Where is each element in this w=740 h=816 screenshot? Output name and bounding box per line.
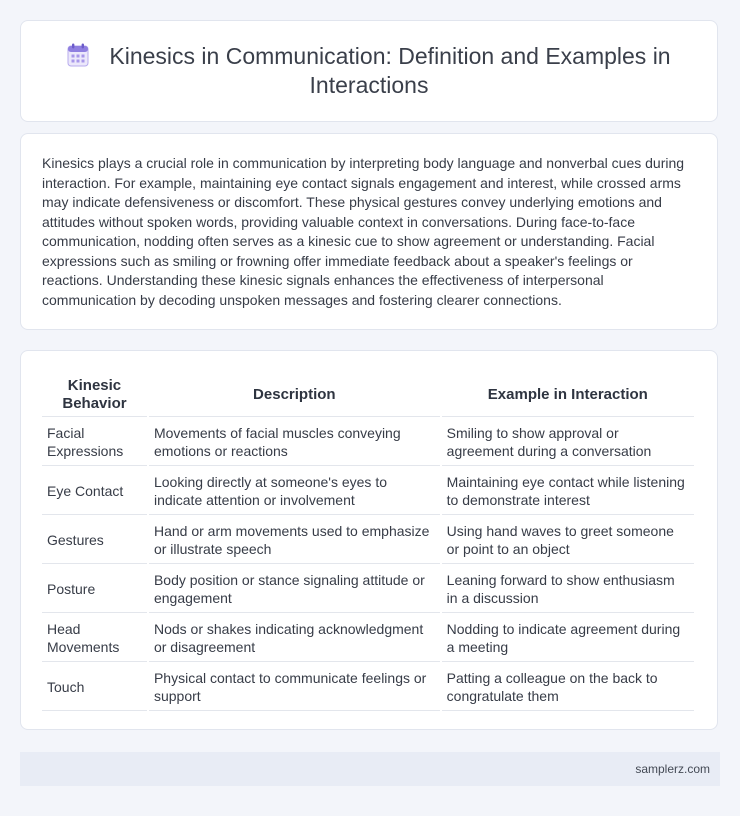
header-description: Description [149,371,440,417]
cell-description: Hand or arm movements used to emphasize or illustrate speech [149,515,440,564]
table-header-row [42,371,694,417]
page-title-text: Kinesics in Communication: Definition and Examples in Interactions [109,43,671,98]
cell-behavior: Head Movements [42,613,147,662]
table-row [42,417,694,466]
cell-description: Body position or stance signaling attitude or engagement [149,564,440,613]
cell-behavior: Gestures [42,515,147,564]
table-row [42,613,694,662]
kinesics-table [40,371,696,711]
calendar-icon [67,43,89,67]
table-row [42,466,694,515]
cell-description: Looking directly at someone's eyes to indicate attention or involvement [149,466,440,515]
cell-behavior: Touch [42,662,147,711]
table-row [42,564,694,613]
header-example: Example in Interaction [442,371,694,417]
cell-description: Physical contact to communicate feelings or support [149,662,440,711]
cell-behavior: Facial Expressions [42,417,147,466]
cell-example: Maintaining eye contact while listening to demonstrate interest [442,466,694,515]
table-card [20,350,718,730]
footer-site-link[interactable]: samplerz.com [635,762,710,776]
cell-example: Smiling to show approval or agreement during a conversation [442,417,694,466]
cell-behavior: Eye Contact [42,466,147,515]
table-row [42,515,694,564]
title-card [20,20,718,122]
intro-paragraph: Kinesics plays a crucial role in communication by interpreting body language and nonverbal cues during interaction. For example, maintaining eye contact signals engagement and interest, while crossed arms may indicate defensiveness or discomfort. These physical gestures convey underlying emotions and attitudes without spoken words, providing valuable context in conversations. During face-to-face communication, nodding often serves as a kinesic cue to show agreement or understanding. Facial expressions such as smiling or frowning offer immediate feedback about a speaker's feelings or reactions. Understanding these kinesic signals enhances the effectiveness of interpersonal communication by decoding unspoken messages and fostering clearer connections. [42,155,685,308]
cell-behavior: Posture [42,564,147,613]
intro-card [20,133,718,330]
cell-example: Using hand waves to greet someone or point to an object [442,515,694,564]
cell-example: Leaning forward to show enthusiasm in a discussion [442,564,694,613]
cell-description: Nods or shakes indicating acknowledgment or disagreement [149,613,440,662]
header-kinesic-behavior: Kinesic Behavior [42,371,147,417]
table-row [42,662,694,711]
page-title [49,42,689,100]
cell-example: Patting a colleague on the back to congratulate them [442,662,694,711]
cell-example: Nodding to indicate agreement during a meeting [442,613,694,662]
footer [20,752,720,786]
cell-description: Movements of facial muscles conveying emotions or reactions [149,417,440,466]
